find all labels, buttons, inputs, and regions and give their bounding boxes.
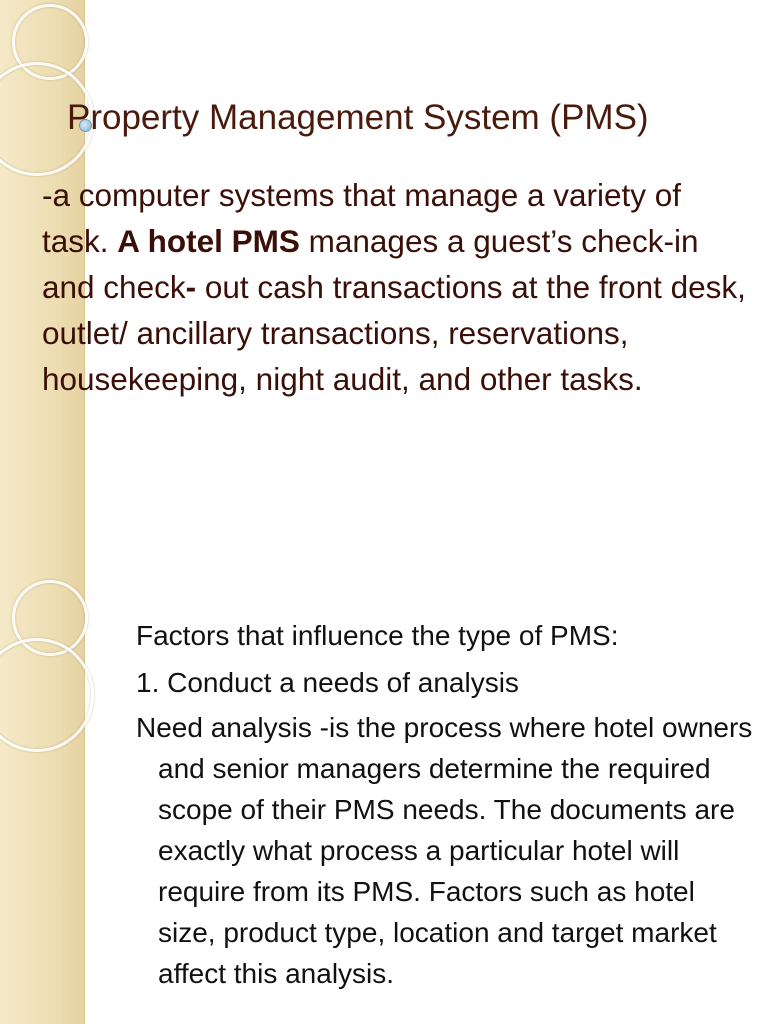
slide-body-text [42,172,752,402]
body-text-part: -a computer systems that manage a variety of task. [42,177,682,259]
body-text-bold: - [185,269,197,305]
body-text-bold: PMS [231,223,300,259]
body-text-bold: A hotel [117,223,232,259]
list-heading: Factors that influence the type of PMS: [136,620,619,651]
list-item: 1. Conduct a needs of analysis [136,667,519,698]
body-text-part: manages a guest’s check-in and check [42,223,699,305]
factors-list [136,612,756,994]
need-analysis-paragraph: Need analysis -is the process where hotel owners and senior managers determine the required scope of their PMS needs. The documents are exactly what process a particular hotel will require from its PMS. Factors such as hotel size, product type, location and target market affect this analysis. [136,712,753,989]
slide-title: Property Management System (PMS) [67,98,649,137]
body-text-part: out cash transactions at the front desk, outlet/ ancillary transactions, reservations, housekeeping, night audit, and other tasks. [42,269,746,397]
